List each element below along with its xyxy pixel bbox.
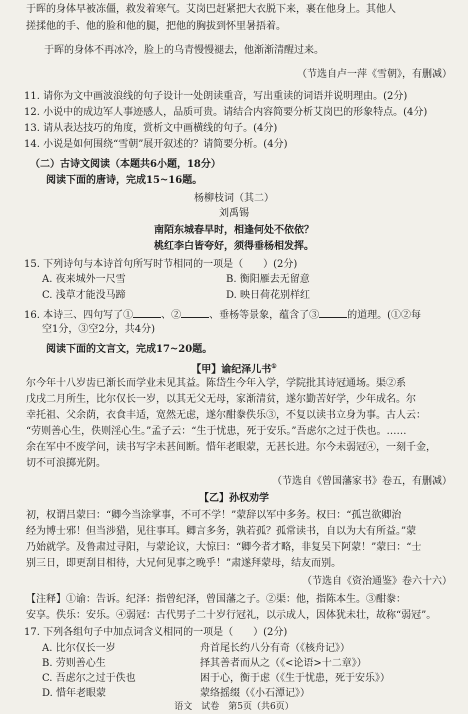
jia-line-2: 戊戌二月所生，比尔仅长一岁，以其无父无母，家渐清贫，遂尔勤苦好学，少年成名。尔 — [26, 394, 416, 405]
q16-text-b: 、② — [161, 310, 182, 321]
yi-line-1: 初，权谓吕蒙曰：“卿今当涂掌事，不可不学！”蒙辞以军中多务。权曰：“孤岂欲卿治 — [26, 510, 402, 521]
yi-source: （节选自《资治通鉴》卷六十六） — [302, 576, 452, 587]
jia-title-text: 【甲】谕纪泽儿书 — [191, 364, 272, 376]
notes-line-2: 安享。佚乐：安乐。④弱冠：古代男子二十岁行冠礼，以示成人，因体犹未壮，故称“弱冠”。 — [26, 610, 437, 621]
q16-blank-2[interactable] — [181, 307, 209, 318]
section-2-header: （二）古诗文阅读（本题共6小题，18分） — [30, 159, 221, 170]
q16-blank-1[interactable] — [133, 307, 161, 318]
question-15: 15. 下列诗句与本诗首句所写时节相同的一项是（ ）(2分) — [24, 259, 298, 270]
novel-line-1: 于晖的身体早被冻僵，救发着寒气。艾岗巴赶紧把大衣脱下来，裹在他身上。其他人 — [26, 4, 396, 15]
jia-line-1: 尔今年十八岁齿已渐长而学业未见其益。陈岱生今年入学，学院批其诗冠通场。渠②系 — [26, 378, 406, 389]
yi-line-4: 别三日，即更刮目相待，大兄何见事之晚乎！”肃遂拜蒙母，结友而别。 — [26, 558, 342, 569]
yi-line-3: 乃始就学。及鲁肃过寻阳，与蒙论议，大惊曰：“卿今者才略，非复吴下阿蒙！”蒙曰：“士 — [26, 542, 422, 553]
question-13: 13. 请从表达技巧的角度，赏析文中画横线的句子。(4分) — [24, 123, 278, 134]
poem-intro: 阅读下面的唐诗，完成15~16题。 — [46, 175, 203, 186]
jia-line-4: “劳则善心生，佚则淫心生。”孟子云：“生于忧患，死于安乐。”吾虑尔之过于佚也。…… — [26, 426, 407, 437]
novel-source: （节选自卢一萍《雪朝》，有删减） — [297, 69, 452, 80]
jia-source: （节选自《曾国藩家书》卷五，有删减） — [272, 476, 452, 487]
notes-line-1: 【注释】①谕：告诉。纪泽：指曾纪泽，曾国藩之子。②渠：他，指陈本生。③酣豢： — [26, 594, 406, 605]
jia-line-6: 切不可浪掷光阴。 — [26, 458, 106, 469]
novel-line-2: 搓揉他的手、他的脸和他的腿，把他的胸拔到怀里暑捂着。 — [26, 21, 286, 32]
novel-line-3: 于晖的身体不再冰冷，脸上的乌青慢慢褪去，他渐渐清醒过来。 — [44, 45, 324, 56]
classical-intro: 阅读下面的文言文，完成17~20题。 — [46, 344, 213, 355]
question-11: 11. 请你为文中画波浪线的句子设计一处朗读重音，写出重读的词语并说明理由。(2分) — [24, 91, 408, 102]
q16-text-d: 的道理。(①②每 — [347, 310, 421, 321]
poem-line-2: 桃红李白皆夸好，须得垂杨相发挥。 — [154, 241, 314, 252]
q16-text-a: 16. 本诗三、四句写了① — [24, 310, 134, 321]
q16-text-c: 、垂杨等景象，蕴含了③ — [209, 310, 320, 321]
jia-line-3: 幸托祖、父余荫，衣食丰适，宽然无虑，遂尔酣豢佚乐③，不复以读书立身为事。古人云： — [26, 410, 426, 421]
q15-option-c: C. 浅草才能没马蹄 — [42, 290, 126, 301]
q17-a-right: 舟首尾长约八分有奇（《核舟记》） — [200, 643, 350, 654]
q17-a-left: A. 比尔仅长一岁 — [42, 643, 116, 654]
question-14: 14. 小说是如何围绕“雪朝”展开叙述的？请简要分析。(4分) — [24, 139, 288, 150]
page-footer: 语文 试卷 第5页（共6页） — [174, 702, 294, 712]
jia-line-5: 余在军中不废学问，读书写字未甚间断。惜年老眼蒙，无甚长进。尔今未弱冠④，一刻千金， — [26, 442, 436, 453]
yi-line-2: 经为博士邪！但当涉猎，见往事耳。卿言多务，孰若孤？孤常读书，自以为大有所益。”蒙 — [26, 526, 417, 537]
question-16-line-2: 空1分，③空2分，共4分) — [42, 324, 155, 335]
question-16-line-1 — [24, 307, 468, 323]
poem-author: 刘禹锡 — [219, 208, 249, 219]
q17-d-left: D. 惜年老眼蒙 — [42, 688, 107, 699]
q17-d-right: 蒙络摇缀（《小石潭记》） — [200, 688, 310, 699]
poem-line-1: 南陌东城春早时，相逢何处不依依？ — [154, 225, 314, 236]
q15-option-b: B. 衡阳雁去无留意 — [226, 274, 310, 285]
poem-title: 杨柳枝词（其二） — [194, 193, 274, 204]
q16-blank-3[interactable] — [319, 307, 347, 318]
jia-title — [0, 360, 468, 377]
jia-note-mark: ① — [271, 363, 277, 370]
q17-b-right: 择其善者而从之（《<论语>十二章》） — [200, 658, 367, 669]
q15-option-d: D. 映日荷花别样红 — [226, 290, 311, 301]
question-12: 12. 小说中的成边军人事迹感人，品质可贵。请结合内容简要分析艾岗巴的形象特点。(4分) — [24, 107, 428, 118]
question-17: 17. 下列各组句子中加点词含义相同的一项是（ ）(2分) — [24, 627, 288, 638]
q17-c-left: C. 吾虑尔之过于佚也 — [42, 673, 136, 684]
yi-title: 【乙】孙权劝学 — [199, 493, 269, 504]
q17-c-right: 困于心，衡于虑（《生于忧患，死于安乐》） — [200, 673, 390, 684]
q15-option-a: A. 夜来城外一尺雪 — [42, 274, 126, 285]
q17-b-left: B. 劳则善心生 — [42, 658, 106, 669]
